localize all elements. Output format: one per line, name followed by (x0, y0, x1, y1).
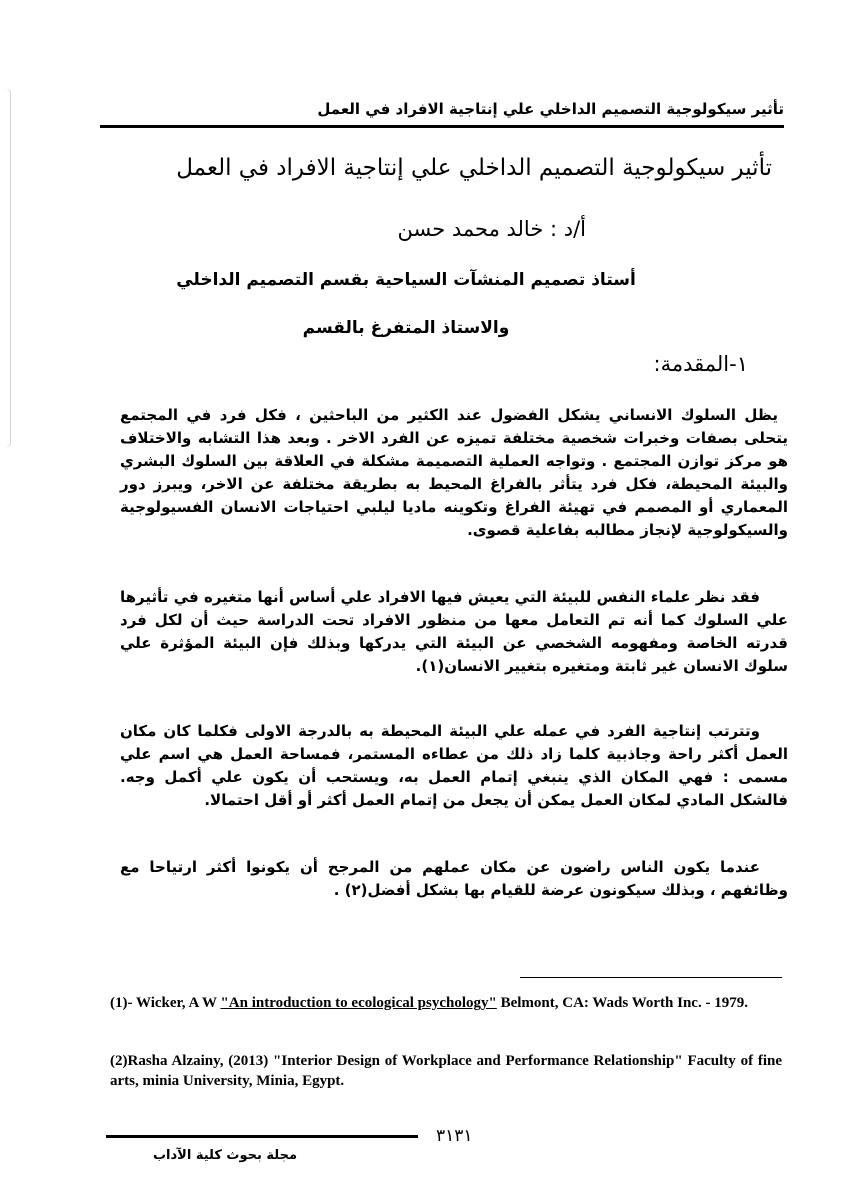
running-header (100, 98, 784, 130)
page-number: ٣١٣١ (436, 1126, 473, 1146)
author-name: أ/د : خالد محمد حسن (397, 217, 586, 241)
footnote-1 (110, 993, 782, 1013)
author-affiliation-line2: والاستاذ المتفرغ بالقسم (302, 318, 510, 338)
article-title: تأثير سيكولوجية التصميم الداخلي علي إنتاجية الافراد في العمل (176, 155, 772, 181)
footnote-1-suffix: Belmont, CA: Wads Worth Inc. - 1979. (496, 995, 748, 1011)
journal-name: مجلة بحوث كلية الآداب (152, 1148, 298, 1163)
footnote-separator (520, 977, 782, 978)
footnote-2: (2)Rasha Alzainy, (2013) "Interior Design of Workplace and Performance Relationship" Faculty of fine arts, minia University, Minia, Egypt. (110, 1053, 782, 1089)
header-rule (100, 125, 784, 128)
section-heading-introduction: ١-المقدمة: (653, 352, 748, 376)
body-paragraph-1: يظل السلوك الانساني يشكل الفضول عند الكثير من الباحثين ، فكل فرد في المجتمع يتحلى بصفات وخبرات شخصية مختلفة تميزه عن الفرد الاخر . وبعد هذا التشابه والاختلاف هو مركز توازن المجتمع . وتواجه العملية التصميمة مشكلة في العلاقة بين السلوك البشري والبيئة المحيطة، فكل فرد يتأثر بالفراغ المحيط به بطريقة مختلفة عن الاخر، ويبرز دور المعماري أو المصمم في تهيئة الفراغ وتكوينه ماديا ليلبي احتياجات الانسان الفسيولوجية والسيكولوجية لإنجاز مطالبه بفاعلية قصوى. (120, 406, 788, 539)
body-paragraph-4: عندما يكون الناس راضون عن مكان عملهم من المرجح أن يكونوا أكثر ارتياحا مع وظائفهم ، وبذلك سيكونون عرضة للقيام بها بشكل أفضل(٢) . (120, 858, 788, 899)
body-paragraph-2: فقد نظر علماء النفس للبيئة التي يعيش فيها الافراد علي أساس أنها متغيره في تأثيرها علي السلوك كما أنه تم التعامل معها من منظور الافراد تحت الدراسة حيث أن لكل فرد قدرته الخاصة ومفهومه الشخصي عن البيئة التي يدركها وبذلك فإن البيئة المؤثرة علي سلوك الانسان غير ثابتة ومتغيره بتغيير الانسان(١). (120, 588, 788, 675)
footnote-1-prefix: (1)- Wicker, A W (110, 995, 221, 1011)
page-edge-shadow (0, 88, 11, 448)
footnote-1-title: "An introduction to ecological psychology" (220, 995, 497, 1011)
author-affiliation-line1: أستاذ تصميم المنشآت السياحية بقسم التصميم الداخلي (176, 270, 636, 290)
footer-rule (106, 1135, 418, 1138)
body-paragraph-3: وتترتب إنتاجية الفرد في عمله علي البيئة المحيطة به بالدرجة الاولى فكلما كان مكان العمل أكثر راحة وجاذبية كلما زاد ذلك من عطاءه المستمر، فمساحة العمل هي اسم علي مسمى : فهي المكان الذي ينبغي إتمام العمل به، ويستحب أن يكون علي أكمل وجه. فالشكل المادي لمكان العمل يمكن أن يجعل من إتمام العمل أكثر أو أقل احتمالا. (120, 722, 788, 809)
running-header-text: تأثير سيكولوجية التصميم الداخلي علي إنتاجية الافراد في العمل (307, 100, 784, 118)
